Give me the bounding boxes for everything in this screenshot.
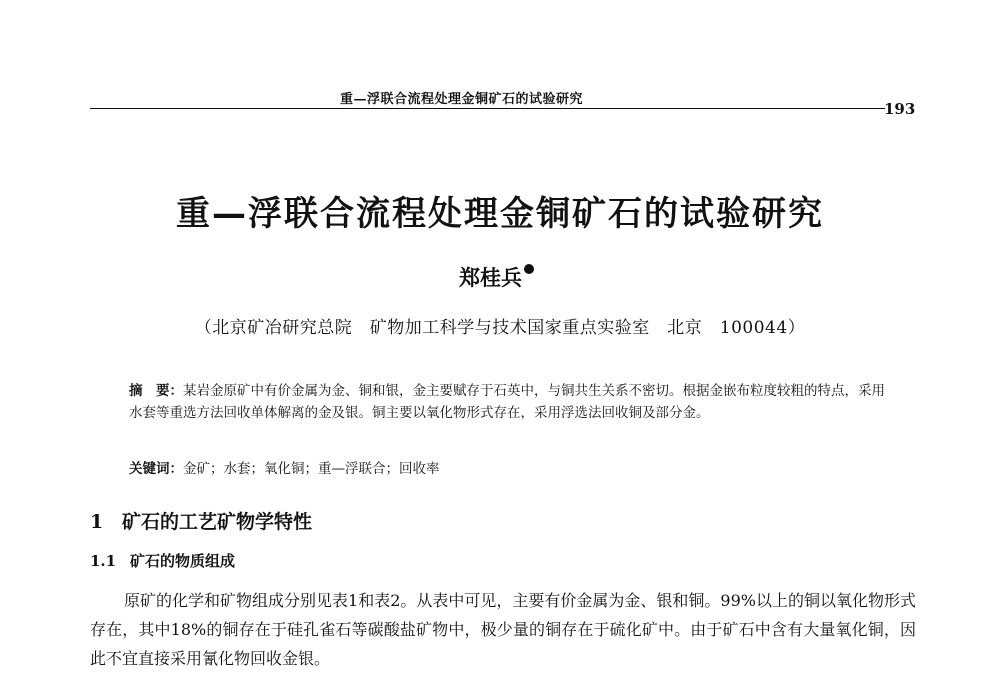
affiliation: （北京矿冶研究总院 矿物加工科学与技术国家重点实验室 北京 100044）	[194, 318, 806, 338]
paper-title: 重—浮联合流程处理金铜矿石的试验研究	[176, 194, 824, 234]
abstract-label: 摘 要：	[129, 383, 183, 399]
subsection-title: 矿石的物质组成	[130, 552, 236, 570]
abstract	[129, 380, 889, 424]
body-paragraph: 原矿的化学和矿物组成分别见表1和表2。从表中可见，主要有价金属为金、银和铜。99%以上的铜以氧化物形式存在，其中18%的铜存在于硅孔雀石等碳酸盐矿物中，极少量的铜存在于硫化矿中。由于矿石中含有大量氧化铜，因此不宜直接采用氰化物回收金银。	[90, 591, 916, 668]
keywords	[129, 457, 889, 477]
header-rule	[90, 108, 885, 109]
section-heading	[90, 507, 312, 534]
author-footnote-marker	[524, 264, 534, 274]
keywords-text: 金矿；水套；氧化铜；重—浮联合；回收率	[183, 461, 440, 477]
author-line	[459, 262, 534, 292]
section-number: 1	[90, 511, 104, 533]
keywords-label: 关键词：	[129, 461, 183, 477]
abstract-text: 某岩金原矿中有价金属为金、铜和银，金主要赋存于石英中，与铜共生关系不密切。根据金嵌布粒度较粗的特点，采用水套等重选方法回收单体解离的金及银。铜主要以氧化物形式存在，采用浮选法回收铜及部分金。	[129, 383, 885, 421]
section-title: 矿石的工艺矿物学特性	[122, 511, 313, 533]
running-title: 重—浮联合流程处理金铜矿石的试验研究	[340, 92, 584, 107]
subsection-heading	[90, 550, 235, 571]
author-name: 郑桂兵	[459, 265, 522, 290]
subsection-number: 1.1	[90, 552, 117, 570]
running-header	[0, 86, 1000, 116]
page-number: 193	[884, 100, 916, 118]
